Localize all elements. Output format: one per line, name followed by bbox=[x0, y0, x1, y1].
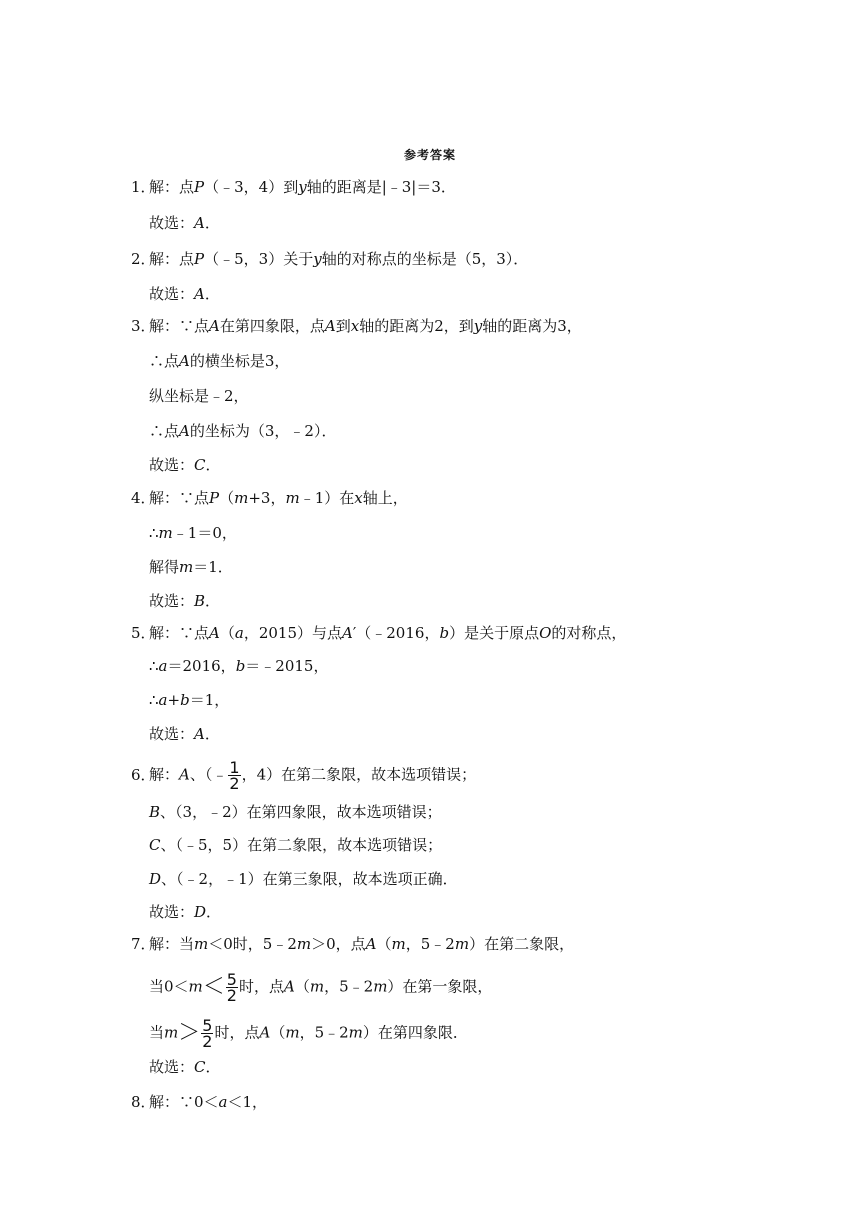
answer-4-line-3: 解得m＝1． bbox=[149, 558, 233, 576]
question-number: 1． bbox=[131, 178, 156, 196]
question-number: 7． bbox=[131, 935, 156, 953]
fraction-five-halves: $\frac{5}{2}$ bbox=[226, 970, 237, 1005]
answer-4-line-4: 故选：B． bbox=[149, 592, 221, 610]
answer-1-line-1: 1．解：点P（﹣3，4）到y轴的距离是|﹣3|＝3． bbox=[131, 178, 456, 196]
answer-3-line-4: ∴点A的坐标为（3，﹣2）． bbox=[149, 422, 337, 440]
question-number: 2． bbox=[131, 250, 156, 268]
fraction-one-half: $\frac{1}{2}$ bbox=[229, 758, 240, 793]
question-number: 8． bbox=[131, 1093, 156, 1111]
page-title: 参考答案 bbox=[403, 148, 456, 162]
answer-6-line-5: 故选：D． bbox=[149, 903, 222, 921]
answer-5-line-1: 5．解：∵点A（a，2015）与点A′（﹣2016，b）是关于原点O的对称点， bbox=[131, 624, 627, 642]
answer-7-line-2: 当0＜m＜ $\frac{5}{2}$ 时，点A（m，5﹣2m）在第一象限， bbox=[149, 970, 493, 1005]
question-number: 4． bbox=[131, 489, 156, 507]
answer-4-line-1: 4．解：∵点P（m+3，m﹣1）在x轴上， bbox=[131, 489, 408, 507]
answer-1-line-2: 故选：A． bbox=[149, 214, 220, 232]
answer-7-line-1: 7．解：当m＜0时，5﹣2m＞0，点A（m，5﹣2m）在第二象限， bbox=[131, 935, 575, 953]
answer-7-line-3: 当m＞ $\frac{5}{2}$ 时，点A（m，5﹣2m）在第四象限． bbox=[149, 1016, 468, 1051]
question-number: 5． bbox=[131, 624, 156, 642]
answer-6-line-4: D、（﹣2，﹣1）在第三象限，故本选项正确． bbox=[149, 870, 458, 888]
question-number: 3． bbox=[131, 317, 156, 335]
answer-3-line-5: 故选：C． bbox=[149, 456, 221, 474]
answer-4-line-2: ∴m﹣1＝0， bbox=[149, 524, 237, 542]
answer-3-line-2: ∴点A的横坐标是3， bbox=[149, 352, 290, 370]
question-number: 6． bbox=[131, 765, 156, 784]
answer-6-line-3: C、（﹣5，5）在第二象限，故本选项错误； bbox=[149, 836, 443, 854]
answer-2-line-2: 故选：A． bbox=[149, 285, 220, 303]
answer-6-line-1: 6．解：A、（﹣ $\frac{1}{2}$ ，4）在第二象限，故本选项错误； bbox=[131, 758, 477, 793]
answer-5-line-3: ∴a+b＝1， bbox=[149, 691, 230, 709]
fraction-five-halves: $\frac{5}{2}$ bbox=[202, 1016, 213, 1051]
answer-5-line-4: 故选：A． bbox=[149, 725, 220, 743]
answer-3-line-1: 3．解：∵点A在第四象限，点A到x轴的距离为2，到y轴的距离为3， bbox=[131, 317, 582, 335]
answer-6-line-2: B、（3，﹣2）在第四象限，故本选项错误； bbox=[149, 803, 442, 821]
answer-3-line-3: 纵坐标是﹣2， bbox=[149, 387, 249, 405]
answer-5-line-2: ∴a＝2016，b＝﹣2015， bbox=[149, 657, 329, 675]
answer-8-line-1: 8．解：∵0＜a＜1， bbox=[131, 1093, 268, 1111]
answer-7-line-4: 故选：C． bbox=[149, 1058, 221, 1076]
answer-2-line-1: 2．解：点P（﹣5，3）关于y轴的对称点的坐标是（5，3）． bbox=[131, 250, 529, 268]
